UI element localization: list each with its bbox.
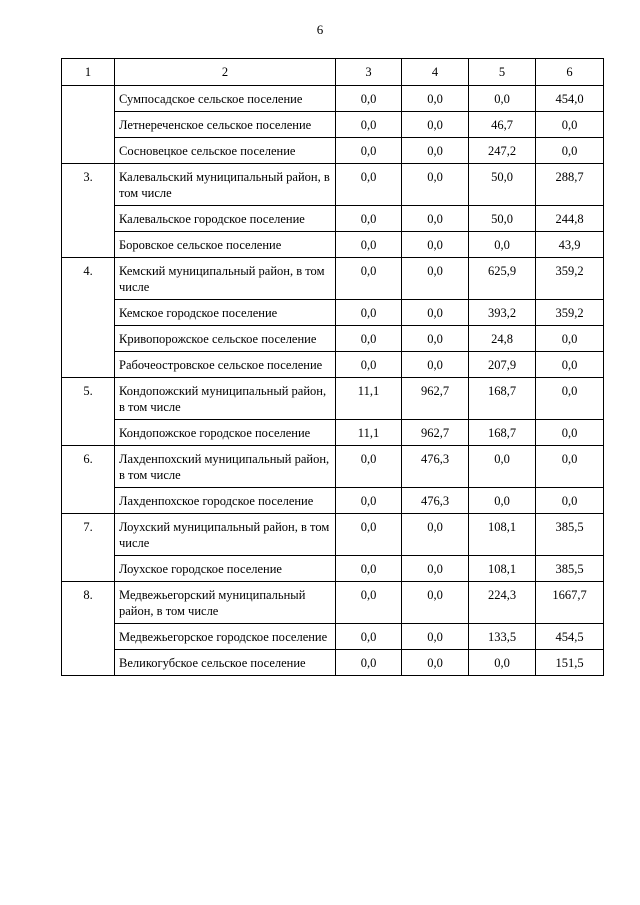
table-row — [62, 326, 604, 352]
col6-value-cell: 385,5 — [536, 556, 604, 582]
settlement-name-cell: Сосновецкое сельское поселение — [115, 138, 336, 164]
header-cell: 3 — [336, 59, 402, 86]
header-cell: 5 — [469, 59, 536, 86]
allocation-table — [61, 58, 604, 676]
settlement-name-cell: Лахденпохское городское поселение — [115, 488, 336, 514]
settlement-name-cell: Рабочеостровское сельское поселение — [115, 352, 336, 378]
col4-value-cell: 0,0 — [402, 206, 469, 232]
col6-value-cell: 0,0 — [536, 138, 604, 164]
col5-value-cell: 0,0 — [469, 650, 536, 676]
col6-value-cell: 0,0 — [536, 488, 604, 514]
col3-value-cell: 0,0 — [336, 300, 402, 326]
col6-value-cell: 1667,7 — [536, 582, 604, 624]
col6-value-cell: 43,9 — [536, 232, 604, 258]
col4-value-cell: 962,7 — [402, 420, 469, 446]
table-row — [62, 420, 604, 446]
col3-value-cell: 0,0 — [336, 582, 402, 624]
item-number-cell — [62, 86, 115, 164]
settlement-name-cell: Кондопожский муниципальный район, в том числе — [115, 378, 336, 420]
col6-value-cell: 385,5 — [536, 514, 604, 556]
col4-value-cell: 962,7 — [402, 378, 469, 420]
col3-value-cell: 0,0 — [336, 138, 402, 164]
col5-value-cell: 133,5 — [469, 624, 536, 650]
col3-value-cell: 0,0 — [336, 206, 402, 232]
settlement-name-cell: Летнереченское сельское поселение — [115, 112, 336, 138]
col3-value-cell: 0,0 — [336, 514, 402, 556]
settlement-name-cell: Лахденпохский муниципальный район, в том числе — [115, 446, 336, 488]
col5-value-cell: 224,3 — [469, 582, 536, 624]
table-row — [62, 352, 604, 378]
col5-value-cell: 168,7 — [469, 378, 536, 420]
col4-value-cell: 0,0 — [402, 556, 469, 582]
settlement-name-cell: Сумпосадское сельское поселение — [115, 86, 336, 112]
col4-value-cell: 0,0 — [402, 86, 469, 112]
col4-value-cell: 476,3 — [402, 446, 469, 488]
col3-value-cell: 0,0 — [336, 624, 402, 650]
col6-value-cell: 0,0 — [536, 352, 604, 378]
col6-value-cell: 151,5 — [536, 650, 604, 676]
header-row — [62, 59, 604, 86]
header-cell: 6 — [536, 59, 604, 86]
col3-value-cell: 0,0 — [336, 556, 402, 582]
settlement-name-cell: Лоухский муниципальный район, в том числе — [115, 514, 336, 556]
col3-value-cell: 0,0 — [336, 86, 402, 112]
settlement-name-cell: Боровское сельское поселение — [115, 232, 336, 258]
table-row — [62, 582, 604, 624]
settlement-name-cell: Лоухское городское поселение — [115, 556, 336, 582]
table-row — [62, 378, 604, 420]
col5-value-cell: 393,2 — [469, 300, 536, 326]
table-row — [62, 556, 604, 582]
col3-value-cell: 11,1 — [336, 420, 402, 446]
col6-value-cell: 244,8 — [536, 206, 604, 232]
col5-value-cell: 24,8 — [469, 326, 536, 352]
table-row — [62, 650, 604, 676]
table-row — [62, 138, 604, 164]
col5-value-cell: 0,0 — [469, 86, 536, 112]
table-row — [62, 300, 604, 326]
table-row — [62, 446, 604, 488]
settlement-name-cell: Кемский муниципальный район, в том числе — [115, 258, 336, 300]
table-row — [62, 86, 604, 112]
item-number-cell: 3. — [62, 164, 115, 258]
col3-value-cell: 0,0 — [336, 112, 402, 138]
col4-value-cell: 0,0 — [402, 258, 469, 300]
col6-value-cell: 0,0 — [536, 112, 604, 138]
col4-value-cell: 0,0 — [402, 138, 469, 164]
col6-value-cell: 0,0 — [536, 378, 604, 420]
col5-value-cell: 50,0 — [469, 164, 536, 206]
table-row — [62, 206, 604, 232]
col3-value-cell: 0,0 — [336, 258, 402, 300]
col4-value-cell: 0,0 — [402, 326, 469, 352]
settlement-name-cell: Калевальский муниципальный район, в том числе — [115, 164, 336, 206]
col5-value-cell: 108,1 — [469, 556, 536, 582]
col5-value-cell: 108,1 — [469, 514, 536, 556]
col5-value-cell: 247,2 — [469, 138, 536, 164]
col5-value-cell: 0,0 — [469, 446, 536, 488]
col4-value-cell: 0,0 — [402, 300, 469, 326]
col5-value-cell: 625,9 — [469, 258, 536, 300]
col6-value-cell: 454,0 — [536, 86, 604, 112]
settlement-name-cell: Медвежьегорское городское поселение — [115, 624, 336, 650]
settlement-name-cell: Кривопорожское сельское поселение — [115, 326, 336, 352]
item-number-cell: 8. — [62, 582, 115, 676]
table-row — [62, 488, 604, 514]
header-cell: 2 — [115, 59, 336, 86]
table-row — [62, 112, 604, 138]
col4-value-cell: 0,0 — [402, 164, 469, 206]
item-number-cell: 6. — [62, 446, 115, 514]
col4-value-cell: 0,0 — [402, 112, 469, 138]
col4-value-cell: 0,0 — [402, 352, 469, 378]
settlement-name-cell: Медвежьегорский муниципальный район, в том числе — [115, 582, 336, 624]
col5-value-cell: 0,0 — [469, 488, 536, 514]
header-cell: 4 — [402, 59, 469, 86]
table-row — [62, 232, 604, 258]
settlement-name-cell: Калевальское городское поселение — [115, 206, 336, 232]
col3-value-cell: 0,0 — [336, 232, 402, 258]
col5-value-cell: 207,9 — [469, 352, 536, 378]
col6-value-cell: 359,2 — [536, 258, 604, 300]
item-number-cell: 7. — [62, 514, 115, 582]
col6-value-cell: 454,5 — [536, 624, 604, 650]
table-row — [62, 514, 604, 556]
page-number: 6 — [316, 22, 324, 37]
col4-value-cell: 0,0 — [402, 514, 469, 556]
col6-value-cell: 359,2 — [536, 300, 604, 326]
col3-value-cell: 0,0 — [336, 650, 402, 676]
col4-value-cell: 476,3 — [402, 488, 469, 514]
settlement-name-cell: Кондопожское городское поселение — [115, 420, 336, 446]
col4-value-cell: 0,0 — [402, 232, 469, 258]
table-row — [62, 624, 604, 650]
col3-value-cell: 0,0 — [336, 488, 402, 514]
col5-value-cell: 0,0 — [469, 232, 536, 258]
col3-value-cell: 11,1 — [336, 378, 402, 420]
col4-value-cell: 0,0 — [402, 624, 469, 650]
col6-value-cell: 288,7 — [536, 164, 604, 206]
col4-value-cell: 0,0 — [402, 650, 469, 676]
col5-value-cell: 50,0 — [469, 206, 536, 232]
col3-value-cell: 0,0 — [336, 446, 402, 488]
col3-value-cell: 0,0 — [336, 352, 402, 378]
item-number-cell: 5. — [62, 378, 115, 446]
col6-value-cell: 0,0 — [536, 326, 604, 352]
settlement-name-cell: Кемское городское поселение — [115, 300, 336, 326]
col6-value-cell: 0,0 — [536, 420, 604, 446]
col3-value-cell: 0,0 — [336, 164, 402, 206]
col5-value-cell: 168,7 — [469, 420, 536, 446]
col5-value-cell: 46,7 — [469, 112, 536, 138]
col6-value-cell: 0,0 — [536, 446, 604, 488]
table-row — [62, 164, 604, 206]
col3-value-cell: 0,0 — [336, 326, 402, 352]
header-cell: 1 — [62, 59, 115, 86]
table-row — [62, 258, 604, 300]
col4-value-cell: 0,0 — [402, 582, 469, 624]
item-number-cell: 4. — [62, 258, 115, 378]
settlement-name-cell: Великогубское сельское поселение — [115, 650, 336, 676]
